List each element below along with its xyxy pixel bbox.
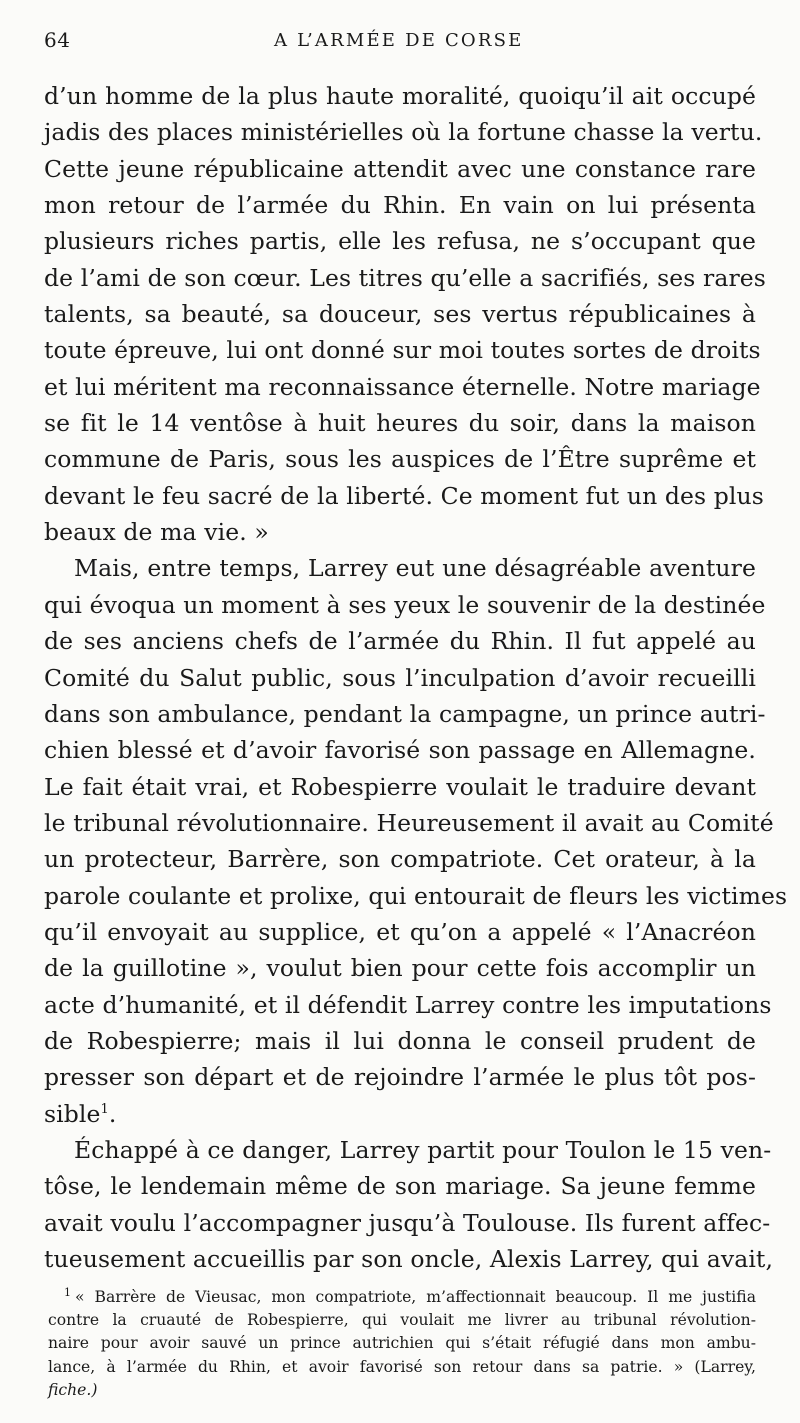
text-line: mon retour de l’armée du Rhin. En vain on lui présenta [44, 191, 756, 220]
text-line: un protecteur, Barrère, son compatriote. Cet orateur, à la [44, 845, 756, 874]
text-line: qu’il envoyait au supplice, et qu’on a appelé « l’Anacréon [44, 917, 756, 946]
text-line: chien blessé et d’avoir favorisé son passage en Allemagne. [44, 736, 756, 765]
body-text [44, 78, 788, 1277]
text-line: talents, sa beauté, sa douceur, ses vertus républicaines à [44, 300, 756, 329]
text-line: avait voulu l’accompagner jusqu’à Toulouse. Ils furent affec- [44, 1208, 771, 1237]
text-line: de Robespierre; mais il lui donna le conseil prudent de [44, 1026, 756, 1055]
text-line: presser son départ et de rejoindre l’armée le plus tôt pos- [44, 1063, 756, 1092]
text-line: Cette jeune républicaine attendit avec une constance rare [44, 154, 756, 183]
text-line: toute épreuve, lui ont donné sur moi toutes sortes de droits [44, 336, 761, 365]
text-line: qui évoqua un moment à ses yeux le souvenir de la destinée [44, 590, 766, 619]
text-line: Échappé à ce danger, Larrey partit pour Toulon le 15 ven- [74, 1135, 772, 1164]
footnote-mark: 1 [64, 1285, 71, 1299]
text-line: le tribunal révolutionnaire. Heureusement il avait au Comité [44, 808, 774, 837]
footnote-line: naire pour avoir sauvé un prince autrichien qui s’était réfugié dans mon ambu- [48, 1334, 756, 1353]
text-line: tueusement accueillis par son oncle, Alexis Larrey, qui avait, [44, 1245, 774, 1273]
text-line: jadis des places ministérielles où la fortune chasse la vertu. [44, 118, 763, 147]
text-line: Comité du Salut public, sous l’inculpation d’avoir recueilli [44, 663, 756, 692]
text-line: de l’ami de son cœur. Les titres qu’elle a sacrifiés, ses rares [44, 263, 766, 292]
text-line: de ses anciens chefs de l’armée du Rhin. Il fut appelé au [44, 627, 756, 656]
text-line: parole coulante et prolixe, qui entourait de fleurs les victimes [44, 881, 788, 910]
text-line-with-note: sible$^1$. [44, 1099, 117, 1128]
text-line: d’un homme de la plus haute moralité, quoiqu’il ait occupé [44, 82, 756, 110]
running-title: A L’ARMÉE DE CORSE [274, 30, 524, 51]
running-head [44, 28, 760, 62]
text-line: devant le feu sacré de la liberté. Ce moment fut un des plus [44, 481, 764, 510]
footnote [48, 1286, 756, 1402]
text-line: et lui méritent ma reconnaissance éternelle. Notre mariage [44, 372, 761, 401]
footnote-line [48, 1286, 756, 1309]
text-line: tôse, le lendemain même de son mariage. Sa jeune femme [44, 1172, 756, 1201]
footnote-line: contre la cruauté de Robespierre, qui voulait me livrer au tribunal révolution- [48, 1311, 756, 1330]
footnote-line-text: « Barrère de Vieusac, mon compatriote, m’affectionnait beaucoup. Il me justifia [75, 1288, 756, 1306]
footnote-reference: 1 [100, 1101, 109, 1117]
footnote-line: lance, à l’armée du Rhin, et avoir favorisé son retour dans sa patrie. » (Larrey, [48, 1357, 756, 1376]
text-line: se fit le 14 ventôse à huit heures du soir, dans la maison [44, 409, 756, 438]
text-line: Le fait était vrai, et Robespierre voulait le traduire devant [44, 772, 756, 801]
footnote-line: fiche.) [48, 1380, 98, 1399]
text-line: plusieurs riches partis, elle les refusa, ne s’occupant que [44, 227, 756, 256]
text-line: Mais, entre temps, Larrey eut une désagréable aventure [74, 554, 756, 583]
text-line: de la guillotine », voulut bien pour cette fois accomplir un [44, 954, 756, 983]
text-line: beaux de ma vie. » [44, 518, 269, 547]
text-line-text: sible [44, 1099, 101, 1128]
text-line: dans son ambulance, pendant la campagne, un prince autri- [44, 699, 766, 728]
text-line: acte d’humanité, et il défendit Larrey contre les imputations [44, 990, 772, 1019]
page-number: 64 [44, 28, 71, 52]
text-line: commune de Paris, sous les auspices de l’Être suprême et [44, 445, 756, 474]
